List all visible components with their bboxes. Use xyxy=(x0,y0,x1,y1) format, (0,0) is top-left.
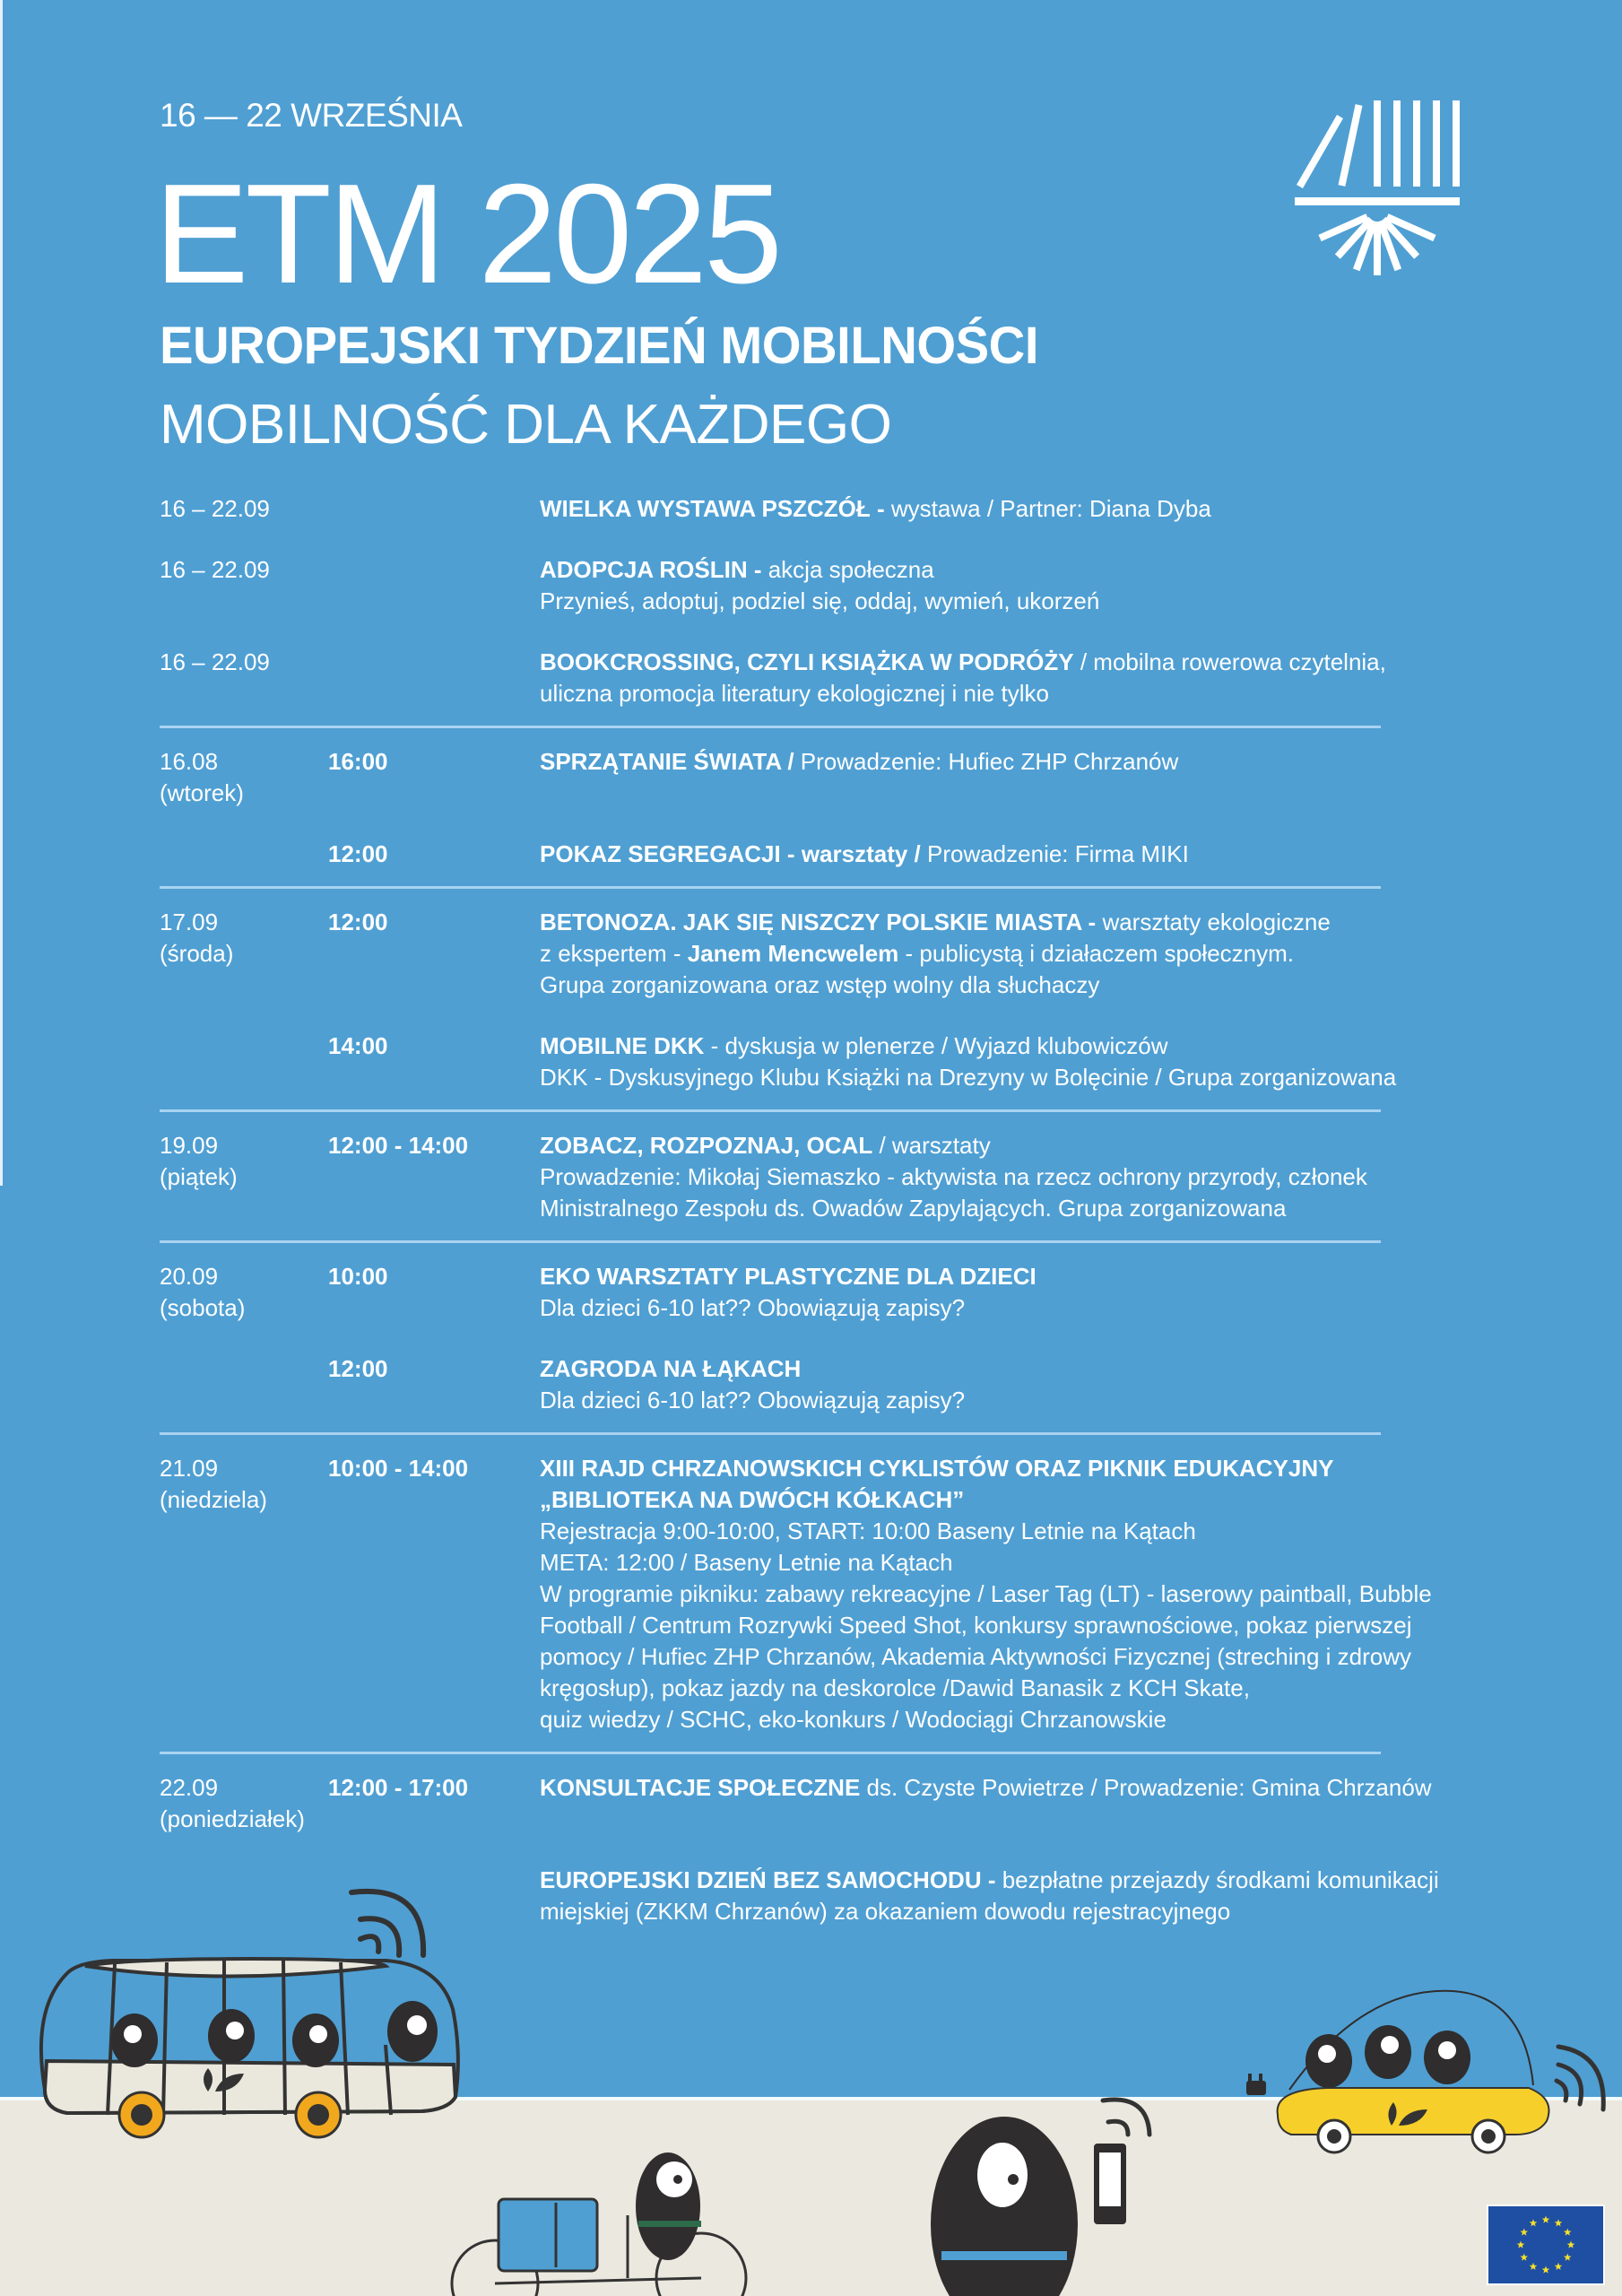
event-time-spacer xyxy=(328,1062,540,1093)
detail-text: Rejestracja 9:00-10:00, START: 10:00 Baseny Letnie na Kątach xyxy=(540,1518,1196,1544)
event-description xyxy=(540,839,1487,870)
event-subtitle: akcja społeczna xyxy=(761,556,934,583)
event-date: 16 – 22.09 xyxy=(160,556,270,583)
schedule-day xyxy=(160,554,1487,617)
event-time-spacer xyxy=(328,1385,540,1416)
eu-star-icon xyxy=(1555,2263,1563,2270)
event-time: 12:00 - 14:00 xyxy=(328,1132,469,1159)
event-time-spacer xyxy=(328,1804,540,1835)
day-divider xyxy=(160,1432,1381,1435)
event-title: BETONOZA. JAK SIĘ NISZCZY POLSKIE MIASTA - xyxy=(540,909,1097,935)
event-description xyxy=(540,647,1487,678)
event-item xyxy=(160,554,1487,617)
event-description xyxy=(540,1261,1487,1292)
event-detail-line xyxy=(540,1161,1487,1193)
event-title: XIII RAJD CHRZANOWSKICH CYKLISTÓW ORAZ PIKNIK EDUKACYJNY xyxy=(540,1455,1334,1482)
event-date: 16 – 22.09 xyxy=(160,648,270,675)
event-title-continued: „BIBLIOTEKA NA DWÓCH KÓŁKACH” xyxy=(540,1486,965,1513)
event-weekday xyxy=(160,1385,328,1416)
event-description xyxy=(540,746,1487,778)
event-date: 16 – 22.09 xyxy=(160,495,270,522)
event-date: 20.09 xyxy=(160,1263,219,1290)
day-divider xyxy=(160,726,1381,728)
event-detail-line xyxy=(540,970,1487,1001)
schedule-day xyxy=(160,1432,1487,1735)
event-time: 12:00 xyxy=(328,840,388,867)
event-title: WIELKA WYSTAWA PSZCZÓŁ - xyxy=(540,495,885,522)
event-weekday xyxy=(160,678,328,709)
detail-text: DKK - Dyskusyjnego Klubu Książki na Drezyny w Bolęcinie / Grupa zorganizowana xyxy=(540,1064,1397,1091)
event-row xyxy=(160,493,1487,525)
event-row xyxy=(160,586,1487,617)
detail-text: miejskiej (ZKKM Chrzanów) za okazaniem dowodu rejestracyjnego xyxy=(540,1898,1231,1925)
event-subtitle: - dyskusja w plenerze / Wyjazd klubowiczów xyxy=(704,1032,1168,1059)
eu-star-icon xyxy=(1530,2263,1538,2270)
event-time-spacer xyxy=(328,778,540,809)
event-detail-line xyxy=(540,1641,1487,1673)
event-title: KONSULTACJE SPOŁECZNE xyxy=(540,1774,861,1801)
event-time xyxy=(328,554,540,586)
detail-text: W programie pikniku: zabawy rekreacyjne / Laser Tag (LT) - laserowy paintball, Bubble xyxy=(540,1580,1432,1607)
event-date: 19.09 xyxy=(160,1132,219,1159)
logo-ray xyxy=(1374,100,1381,187)
slogan: MOBILNOŚĆ DLA KAŻDEGO xyxy=(160,394,892,456)
event-description xyxy=(540,1130,1487,1161)
event-weekday xyxy=(160,1547,328,1578)
detail-text: - publicystą i działaczem społecznym. xyxy=(898,940,1294,967)
edge-artifact xyxy=(0,0,3,1186)
detail-text: Grupa zorganizowana oraz wstęp wolny dla słuchaczy xyxy=(540,971,1100,998)
event-item xyxy=(160,1261,1487,1324)
event-description xyxy=(540,907,1487,938)
detail-text: Dla dzieci 6-10 lat?? Obowiązują zapisy? xyxy=(540,1294,966,1321)
schedule-day xyxy=(160,1109,1487,1224)
event-row xyxy=(160,1547,1487,1578)
eu-star-icon xyxy=(1542,2216,1550,2223)
day-divider xyxy=(160,1240,1381,1243)
event-time-spacer xyxy=(328,678,540,709)
detail-text: z ekspertem - xyxy=(540,940,688,967)
event-subtitle: / mobilna rowerowa czytelnia, xyxy=(1073,648,1386,675)
event-time-spacer xyxy=(328,1547,540,1578)
event-row xyxy=(160,938,1487,970)
event-weekday: (wtorek) xyxy=(160,779,244,806)
event-date: 22.09 xyxy=(160,1774,219,1801)
event-detail-line xyxy=(540,1578,1487,1610)
event-row xyxy=(160,1292,1487,1324)
event-title: EKO WARSZTATY PLASTYCZNE DLA DZIECI xyxy=(540,1263,1037,1290)
event-time: 16:00 xyxy=(328,748,388,775)
event-time: 10:00 xyxy=(328,1263,388,1290)
event-row xyxy=(160,1610,1487,1641)
event-subtitle: bezpłatne przejazdy środkami komunikacji xyxy=(995,1866,1439,1893)
event-item xyxy=(160,1772,1487,1835)
etm-sunrise-logo-icon xyxy=(1291,100,1470,289)
event-item xyxy=(160,1031,1487,1093)
event-description xyxy=(540,1031,1487,1062)
logo-ray xyxy=(1453,100,1460,187)
eu-flag-icon xyxy=(1487,2205,1605,2285)
event-weekday xyxy=(160,1641,328,1673)
event-row xyxy=(160,1704,1487,1735)
plug-icon xyxy=(1246,2074,1266,2095)
schedule-day xyxy=(160,726,1487,870)
event-weekday xyxy=(160,1704,328,1735)
event-detail-line xyxy=(540,586,1487,617)
event-weekday: (sobota) xyxy=(160,1294,246,1321)
event-time-spacer xyxy=(328,1292,540,1324)
event-time-spacer xyxy=(328,938,540,970)
event-description xyxy=(540,1353,1487,1385)
logo-ray xyxy=(1433,100,1440,187)
event-title: POKAZ SEGREGACJI - warsztaty / xyxy=(540,840,921,867)
event-subtitle: Prowadzenie: Firma MIKI xyxy=(920,840,1189,867)
event-time-spacer xyxy=(328,970,540,1001)
event-row xyxy=(160,746,1487,778)
event-weekday: (piątek) xyxy=(160,1163,238,1190)
event-item xyxy=(160,746,1487,809)
event-detail-line xyxy=(540,1516,1487,1547)
event-detail-line xyxy=(540,1704,1487,1735)
event-detail-line xyxy=(540,1385,1487,1416)
event-weekday xyxy=(160,1193,328,1224)
event-row xyxy=(160,1772,1487,1804)
logo-ray xyxy=(1297,115,1343,188)
event-row xyxy=(160,678,1487,709)
event-detail-line xyxy=(540,1193,1487,1224)
event-row xyxy=(160,1673,1487,1704)
event-title: SPRZĄTANIE ŚWIATA / xyxy=(540,748,794,775)
event-weekday xyxy=(160,1578,328,1610)
event-row xyxy=(160,1031,1487,1062)
illustration-scene xyxy=(0,1866,1622,2296)
event-title: ZAGRODA NA ŁĄKACH xyxy=(540,1355,802,1382)
event-weekday xyxy=(160,1610,328,1641)
schedule-table xyxy=(160,493,1487,1927)
wifi-signal-icon xyxy=(1557,2047,1603,2109)
event-item xyxy=(160,493,1487,525)
event-subtitle: Prowadzenie: Hufiec ZHP Chrzanów xyxy=(794,748,1179,775)
event-time: 12:00 xyxy=(328,909,388,935)
eu-star-icon xyxy=(1567,2241,1575,2248)
event-item xyxy=(160,1130,1487,1224)
detail-text: Ministralnego Zespołu ds. Owadów Zapylających. Grupa zorganizowana xyxy=(540,1195,1287,1222)
subtitle: EUROPEJSKI TYDZIEŃ MOBILNOŚCI xyxy=(160,317,1038,375)
event-subtitle: warsztaty ekologiczne xyxy=(1096,909,1331,935)
detail-text: Football / Centrum Rozrywki Speed Shot, konkursy sprawnościowe, pokaz pierwszej xyxy=(540,1612,1412,1639)
detail-text: Dla dzieci 6-10 lat?? Obowiązują zapisy? xyxy=(540,1387,966,1413)
event-item xyxy=(160,647,1487,709)
cyclist-icon xyxy=(636,2152,701,2260)
event-detail-line xyxy=(540,1292,1487,1324)
event-weekday xyxy=(160,970,328,1001)
event-row xyxy=(160,1385,1487,1416)
event-time-spacer xyxy=(328,586,540,617)
event-weekday: (poniedziałek) xyxy=(160,1805,305,1832)
page-title: ETM 2025 xyxy=(154,155,779,313)
event-item xyxy=(160,1353,1487,1416)
event-detail-line xyxy=(540,778,1487,809)
detail-text: Przynieś, adoptuj, podziel się, oddaj, wymień, ukorzeń xyxy=(540,587,1100,614)
event-time-spacer xyxy=(328,1610,540,1641)
eu-star-icon xyxy=(1564,2229,1572,2236)
event-row xyxy=(160,1193,1487,1224)
day-divider xyxy=(160,1109,1381,1112)
event-time-spacer xyxy=(328,1578,540,1610)
detail-text: kręgosłup), pokaz jazdy na deskorolce /Dawid Banasik z KCH Skate, xyxy=(540,1674,1250,1701)
event-row xyxy=(160,1353,1487,1385)
eu-star-icon xyxy=(1555,2219,1563,2226)
event-row xyxy=(160,1484,1487,1516)
event-weekday xyxy=(160,586,328,617)
logo-horizon xyxy=(1295,197,1460,205)
event-time: 14:00 xyxy=(328,1032,388,1059)
event-row xyxy=(160,1453,1487,1484)
event-row xyxy=(160,1130,1487,1161)
detail-text: META: 12:00 / Baseny Letnie na Kątach xyxy=(540,1549,953,1576)
event-weekday xyxy=(160,1516,328,1547)
event-date: 21.09 xyxy=(160,1455,219,1482)
event-time-spacer xyxy=(328,1673,540,1704)
pedestrian-with-phone-icon xyxy=(931,2100,1149,2296)
event-item xyxy=(160,839,1487,870)
event-detail-line xyxy=(540,1062,1487,1093)
event-time-spacer xyxy=(328,1161,540,1193)
day-divider xyxy=(160,886,1381,889)
schedule-day xyxy=(160,1240,1487,1416)
logo-ray xyxy=(1393,100,1401,187)
event-time-spacer xyxy=(328,1193,540,1224)
illustration-svg xyxy=(0,1866,1622,2296)
event-date xyxy=(160,1353,328,1385)
event-row xyxy=(160,554,1487,586)
schedule-day xyxy=(160,647,1487,709)
date-range: 16 — 22 WRZEŚNIA xyxy=(160,97,463,134)
eu-star-icon xyxy=(1520,2254,1528,2261)
event-detail-line xyxy=(540,678,1487,709)
wifi-signal-icon xyxy=(351,1892,423,1955)
electric-car-icon xyxy=(1246,1991,1603,2152)
event-description xyxy=(540,1453,1487,1484)
cargo-bike-icon xyxy=(452,2199,746,2296)
event-date xyxy=(160,839,328,870)
event-title: EUROPEJSKI DZIEŃ BEZ SAMOCHODU - xyxy=(540,1866,996,1893)
event-date xyxy=(160,1031,328,1062)
event-time xyxy=(328,493,540,525)
event-title: BOOKCROSSING, CZYLI KSIĄŻKA W PODRÓŻY xyxy=(540,648,1074,675)
event-title: ADOPCJA ROŚLIN - xyxy=(540,556,762,583)
event-time xyxy=(328,647,540,678)
event-weekday xyxy=(160,1062,328,1093)
event-subtitle: wystawa / Partner: Diana Dyba xyxy=(884,495,1211,522)
event-description xyxy=(540,493,1487,525)
detail-text: uliczna promocja literatury ekologicznej i nie tylko xyxy=(540,680,1049,707)
event-description xyxy=(540,554,1487,586)
detail-text: Prowadzenie: Mikołaj Siemaszko - aktywista na rzecz ochrony przyrody, członek xyxy=(540,1163,1367,1190)
event-description xyxy=(540,1772,1487,1804)
detail-text: quiz wiedzy / SCHC, eko-konkurs / Wodociągi Chrzanowskie xyxy=(540,1706,1167,1733)
event-time: 10:00 - 14:00 xyxy=(328,1455,469,1482)
event-title: MOBILNE DKK xyxy=(540,1032,705,1059)
event-row xyxy=(160,1062,1487,1093)
event-subtitle: / warsztaty xyxy=(872,1132,991,1159)
event-row xyxy=(160,1804,1487,1835)
event-time-spacer xyxy=(328,1484,540,1516)
logo-ray xyxy=(1413,100,1420,187)
eu-star-icon xyxy=(1542,2266,1550,2274)
event-detail-line xyxy=(540,1484,1487,1516)
event-detail-line xyxy=(540,1610,1487,1641)
event-row xyxy=(160,1578,1487,1610)
event-detail-line xyxy=(540,1673,1487,1704)
event-row xyxy=(160,1161,1487,1193)
schedule-day xyxy=(160,886,1487,1093)
event-item xyxy=(160,1453,1487,1735)
day-divider xyxy=(160,1752,1381,1754)
event-time-spacer xyxy=(328,1704,540,1735)
detail-text: pomocy / Hufiec ZHP Chrzanów, Akademia Aktywności Fizycznej (streching i zdrowy xyxy=(540,1643,1411,1670)
eu-star-icon xyxy=(1517,2241,1525,2248)
eu-star-icon xyxy=(1520,2229,1528,2236)
event-row xyxy=(160,839,1487,870)
event-row xyxy=(160,778,1487,809)
eu-star-icon xyxy=(1530,2219,1538,2226)
event-row xyxy=(160,1261,1487,1292)
event-row xyxy=(160,1516,1487,1547)
event-detail-line xyxy=(540,1547,1487,1578)
logo-ray xyxy=(1339,104,1363,187)
event-row xyxy=(160,647,1487,678)
eu-star-icon xyxy=(1564,2254,1572,2261)
event-time-spacer xyxy=(328,1641,540,1673)
event-date: 17.09 xyxy=(160,909,219,935)
event-row xyxy=(160,970,1487,1001)
detail-name: Janem Mencwelem xyxy=(687,940,899,967)
event-weekday: (środa) xyxy=(160,940,234,967)
event-weekday: (niedziela) xyxy=(160,1486,267,1513)
event-title: ZOBACZ, ROZPOZNAJ, OCAL xyxy=(540,1132,873,1159)
event-weekday xyxy=(160,1673,328,1704)
event-row xyxy=(160,907,1487,938)
event-time: 12:00 xyxy=(328,1355,388,1382)
event-time: 12:00 - 17:00 xyxy=(328,1774,469,1801)
event-detail-line xyxy=(540,938,1487,970)
event-detail-line xyxy=(540,1804,1487,1835)
schedule-day xyxy=(160,493,1487,525)
event-row xyxy=(160,1641,1487,1673)
event-date: 16.08 xyxy=(160,748,219,775)
event-subtitle: ds. Czyste Powietrze / Prowadzenie: Gmina Chrzanów xyxy=(860,1774,1432,1801)
event-time-spacer xyxy=(328,1516,540,1547)
event-item xyxy=(160,907,1487,1001)
